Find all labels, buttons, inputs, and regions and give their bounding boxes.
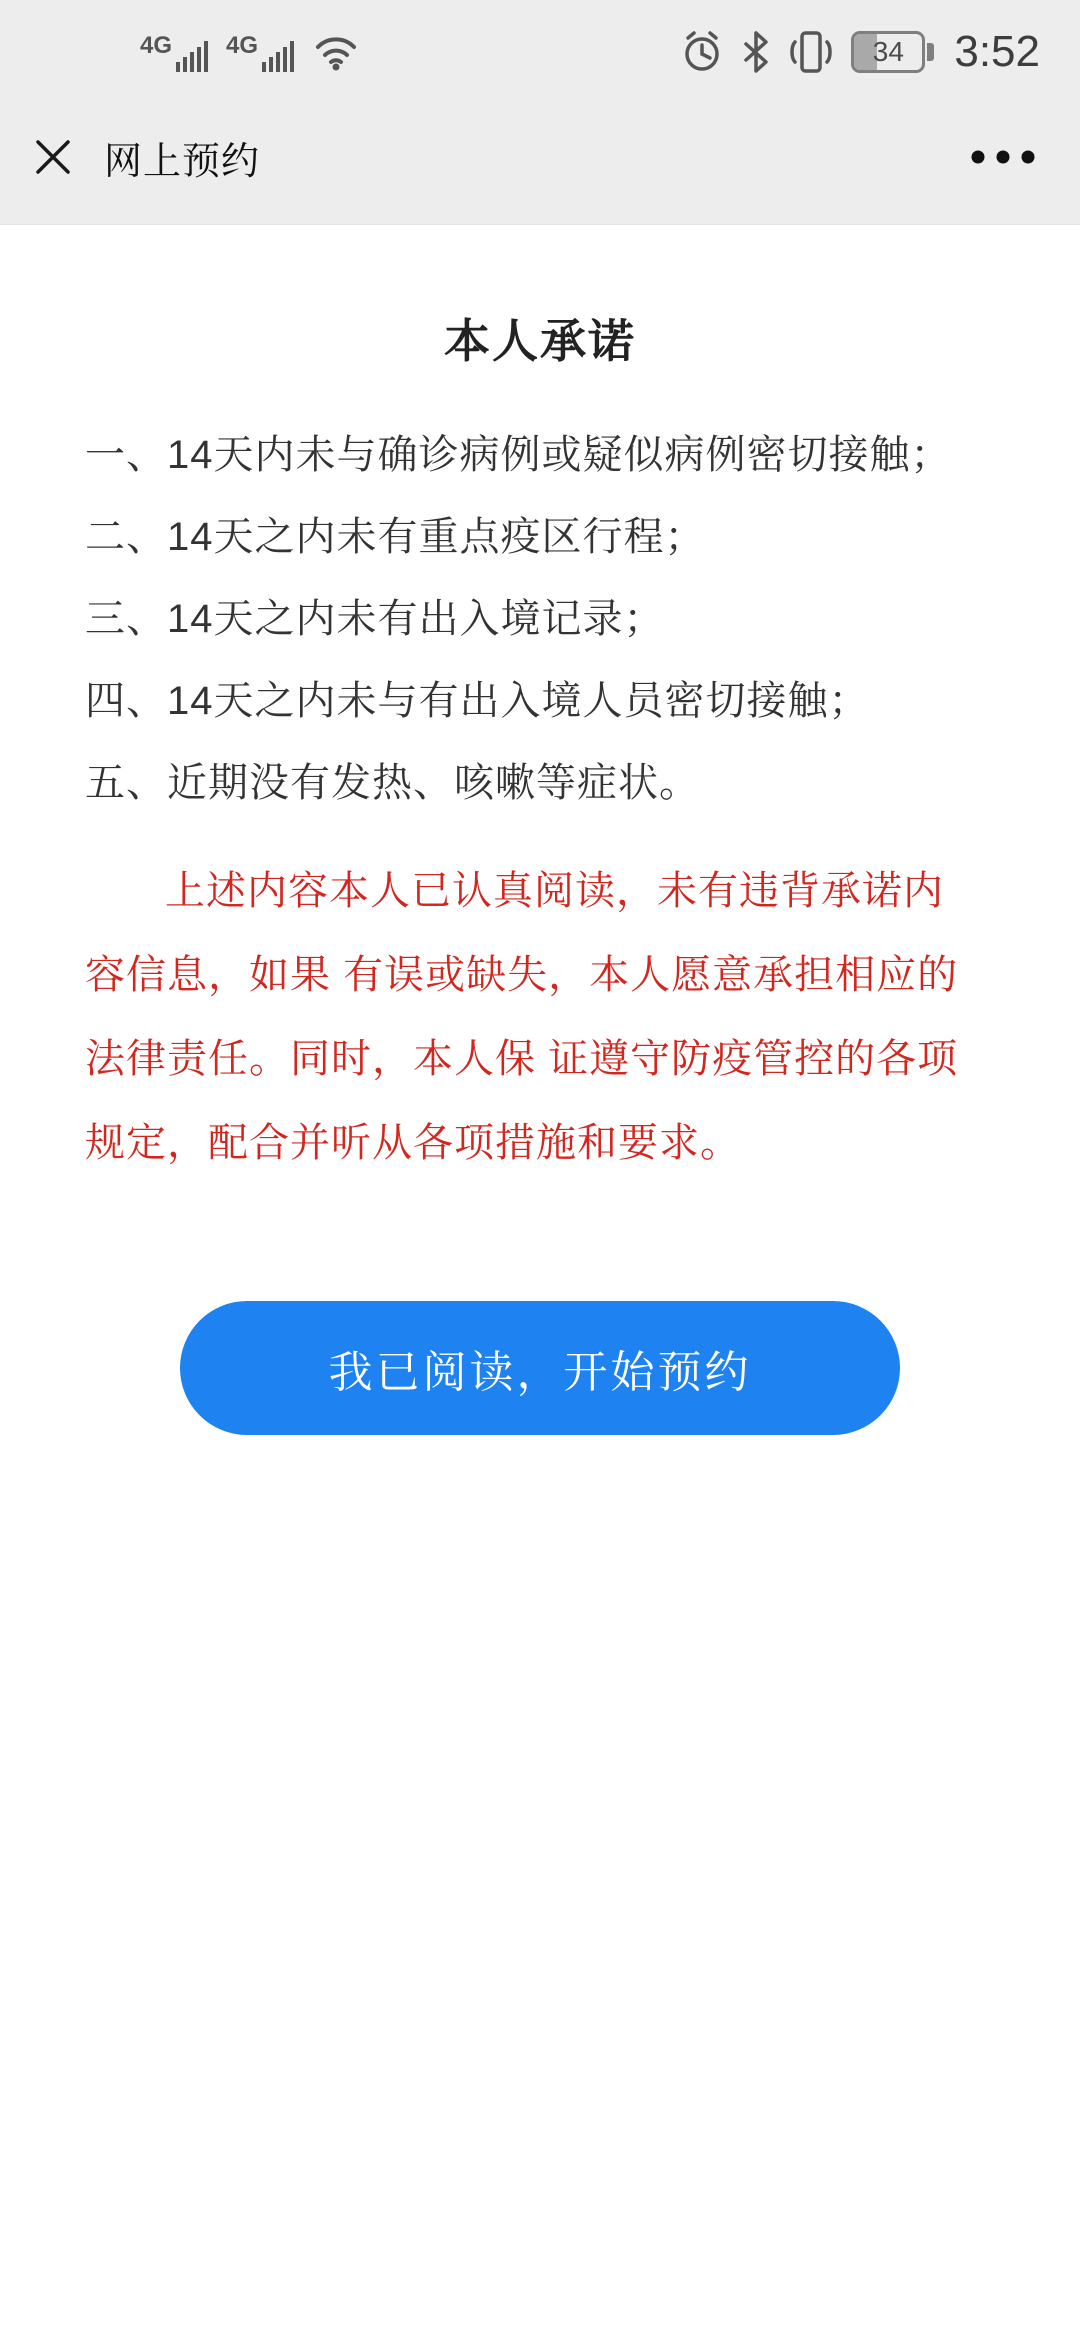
page-title: 网上预约: [104, 140, 261, 183]
battery-nub: [927, 43, 934, 61]
confirm-button[interactable]: 我已阅读，开始预约: [180, 1301, 900, 1435]
page-content: [0, 305, 1080, 1435]
vibrate-icon: [787, 29, 835, 75]
battery-body: [851, 31, 925, 73]
signal-bars-icon-2: [260, 36, 296, 72]
wifi-icon: [312, 32, 360, 72]
disclaimer-line: 规定，配合并听从各项措施和要求。: [85, 1121, 741, 1165]
navbar-left-group: [32, 130, 260, 185]
clock-time: 3:52: [954, 27, 1040, 76]
alarm-clock-icon: [679, 29, 725, 75]
bluetooth-icon: [741, 30, 771, 74]
navbar: [0, 90, 1080, 225]
disclaimer-line: 容信息，如果 有误或缺失，本人愿意承担相应的: [85, 953, 959, 997]
status-right-group: [679, 29, 1040, 75]
signal-bars-icon-1: [174, 36, 210, 72]
battery-percent-label: 34: [872, 36, 904, 67]
signal-sim2: [226, 32, 296, 72]
network-type-label-2: 4G: [226, 32, 259, 59]
commitment-item: 五、近期没有发热、咳嗽等症状。: [85, 761, 700, 805]
status-left-group: [140, 32, 360, 72]
disclaimer-text: [85, 849, 995, 1185]
commitment-item: 一、14天内未与确诊病例或疑似病例密切接触；: [85, 433, 952, 477]
ellipsis-icon: [968, 149, 1038, 165]
commitment-item: 二、14天之内未有重点疫区行程；: [85, 515, 706, 559]
commitment-item: 三、14天之内未有出入境记录；: [85, 597, 665, 641]
battery-indicator: [851, 31, 934, 73]
commitment-title: 本人承诺: [444, 315, 636, 367]
signal-sim1: [140, 32, 210, 72]
close-icon[interactable]: [32, 136, 74, 178]
status-bar: [0, 0, 1080, 90]
commitment-item: 四、14天之内未与有出入境人员密切接触；: [85, 679, 870, 723]
disclaimer-line: 上述内容本人已认真阅读，未有违背承诺内: [165, 869, 944, 913]
more-menu-button[interactable]: [964, 139, 1042, 175]
network-type-label-1: 4G: [140, 32, 173, 59]
commitment-list: [85, 433, 995, 805]
disclaimer-line: 法律责任。同时，本人保 证遵守防疫管控的各项: [85, 1037, 959, 1081]
